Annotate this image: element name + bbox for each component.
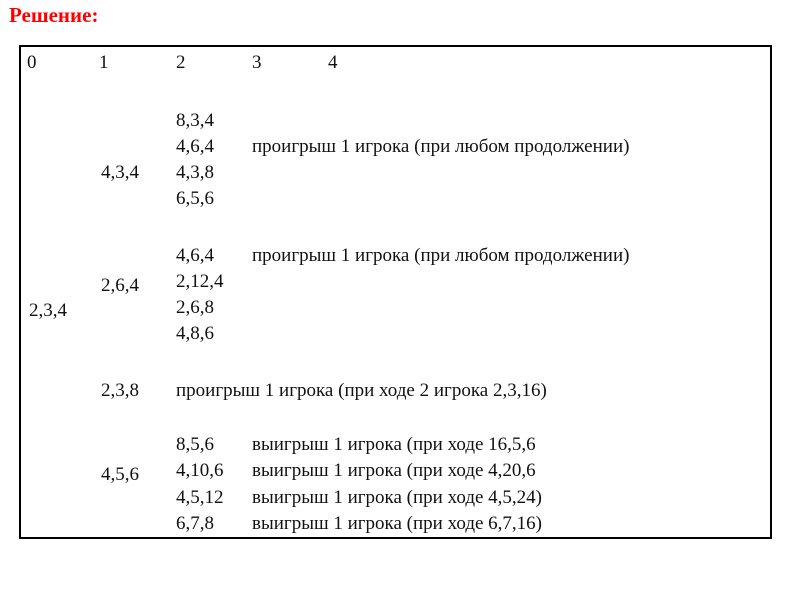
branch-a-move: 4,3,4 [101, 162, 139, 183]
column-header-0: 0 [27, 52, 37, 73]
column-header-1: 1 [99, 52, 109, 73]
branch-d-note: выигрыш 1 игрока (при ходе 6,7,16) [252, 513, 543, 534]
branch-c-move: 2,3,8 [101, 380, 139, 401]
branch-d-note: выигрыш 1 игрока (при ходе 4,20,6 [252, 460, 536, 481]
column-header-3: 3 [252, 52, 262, 73]
branch-b-child: 2,6,8 [176, 297, 214, 318]
column-header-2: 2 [176, 52, 186, 73]
branch-d-child: 4,10,6 [176, 460, 224, 481]
branch-d-child: 8,5,6 [176, 434, 214, 455]
branch-d-child: 6,7,8 [176, 513, 214, 534]
column-header-4: 4 [328, 52, 338, 73]
branch-d-move: 4,5,6 [101, 464, 139, 485]
branch-b-child: 4,6,4 [176, 245, 214, 266]
branch-b-child: 2,12,4 [176, 271, 224, 292]
branch-a-child: 4,6,4 [176, 136, 214, 157]
branch-d-note: выигрыш 1 игрока (при ходе 4,5,24) [252, 487, 543, 508]
branch-c-note: проигрыш 1 игрока (при ходе 2 игрока 2,3,16) [176, 380, 547, 401]
branch-a-child: 8,3,4 [176, 110, 214, 131]
branch-b-child: 4,8,6 [176, 323, 214, 344]
branch-b-note: проигрыш 1 игрока (при любом продолжении) [252, 245, 630, 266]
root-position: 2,3,4 [29, 300, 67, 321]
branch-a-child: 6,5,6 [176, 188, 214, 209]
branch-d-note: выигрыш 1 игрока (при ходе 16,5,6 [252, 434, 536, 455]
branch-a-note: проигрыш 1 игрока (при любом продолжении) [252, 136, 630, 157]
game-tree-table [19, 45, 772, 539]
branch-d-child: 4,5,12 [176, 487, 224, 508]
branch-b-move: 2,6,4 [101, 275, 139, 296]
branch-a-child: 4,3,8 [176, 162, 214, 183]
page-title: Решение: [9, 3, 99, 27]
